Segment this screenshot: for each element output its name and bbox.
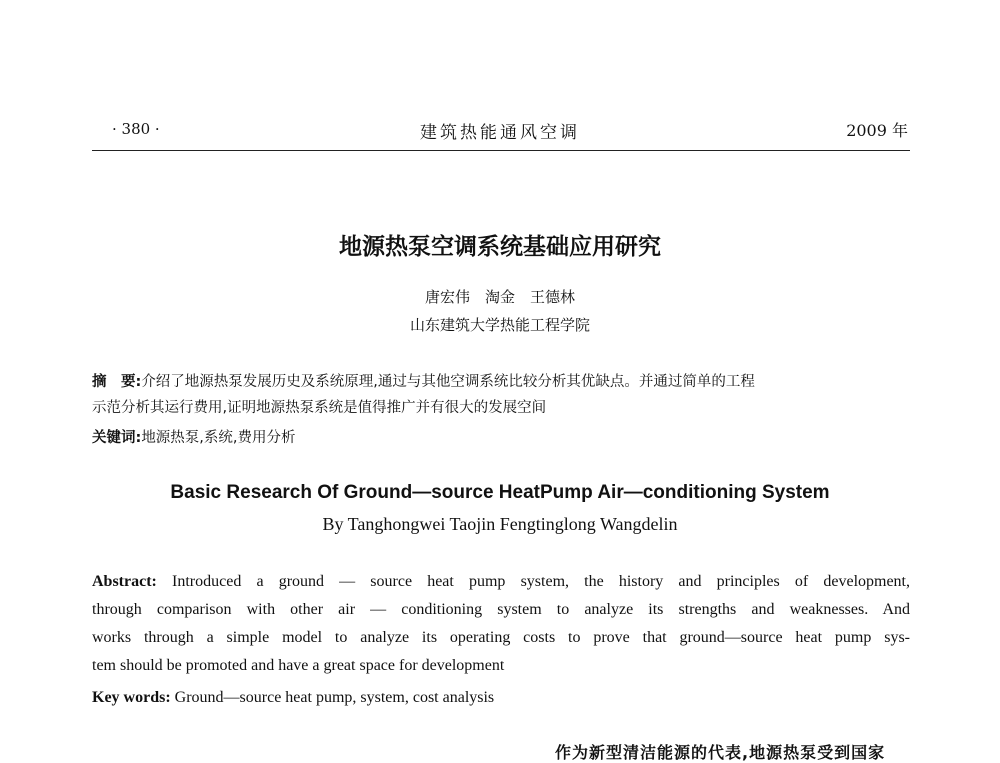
- chinese-keywords-text: 地源热泵,系统,费用分析: [141, 430, 296, 446]
- english-abstract-line-4: tem should be promoted and have a great space for development: [92, 657, 505, 674]
- chinese-title: 地源热泵空调系统基础应用研究: [339, 234, 661, 260]
- chinese-authors: 唐宏伟 淘金 王德林: [424, 288, 575, 306]
- chinese-abstract-line-2: 示范分析其运行费用,证明地源热泵系统是值得推广并有很大的发展空间: [92, 400, 547, 416]
- body-text-first-line: 作为新型清洁能源的代表,地源热泵受到国家: [555, 743, 886, 762]
- chinese-keywords: [92, 426, 296, 447]
- english-abstract-label: Abstract:: [92, 573, 157, 590]
- chinese-keywords-label: 关键词:: [92, 430, 142, 446]
- english-abstract-text: Introduced a ground — source heat pump system, the history and principles of development,: [156, 573, 910, 590]
- english-abstract-line-2: through comparison with other air — conditioning system to analyze its strengths and weaknesses. And: [92, 601, 910, 618]
- chinese-abstract-text: 介绍了地源热泵发展历史及系统原理,通过与其他空调系统比较分析其优缺点。并通过简单的工程: [141, 374, 755, 390]
- chinese-abstract-line-1: [92, 370, 755, 391]
- english-abstract-line-1: [92, 573, 910, 591]
- issue-year: 2009 年: [846, 121, 908, 140]
- header-rule: [92, 150, 910, 151]
- english-abstract-line-3: works through a simple model to analyze its operating costs to prove that ground—source heat pump sys-: [92, 629, 910, 646]
- english-keywords-label: Key words:: [92, 689, 171, 706]
- chinese-affiliation: 山东建筑大学热能工程学院: [409, 316, 590, 334]
- english-title: Basic Research Of Ground—source HeatPump Air—conditioning System: [170, 482, 830, 503]
- page-number: · 380 ·: [112, 120, 160, 138]
- chinese-abstract-label: 摘 要:: [92, 374, 142, 390]
- english-keywords: [92, 689, 910, 707]
- journal-name: 建筑热能通风空调: [420, 123, 580, 143]
- english-keywords-text: Ground—source heat pump, system, cost analysis: [170, 689, 495, 706]
- english-byline: By Tanghongwei Taojin Fengtinglong Wangdelin: [322, 514, 678, 534]
